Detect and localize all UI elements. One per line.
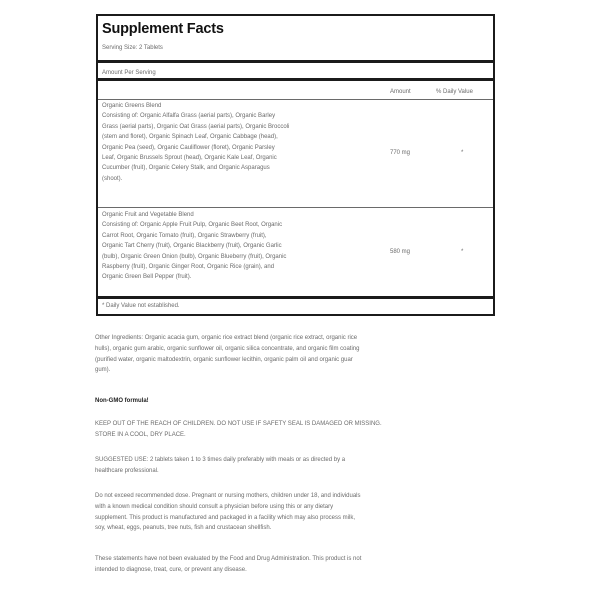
suggested-use-line: SUGGESTED USE: 2 tablets taken 1 to 3 times daily preferably with meals or as directed by a [95, 457, 346, 463]
fruit-veg-amount: 580 mg [390, 249, 411, 255]
caution-line: Do not exceed recommended dose. Pregnant or nursing mothers, children under 18, and individuals [95, 493, 361, 499]
ingredients-line: Other Ingredients: Organic acacia gum, organic rice extract blend (organic rice extract, organic rice [95, 335, 358, 341]
thick-divider [98, 60, 493, 63]
amount-per-serving: Amount Per Serving [102, 70, 156, 76]
fruit-veg-daily-value: * [461, 249, 464, 255]
caution-line: with a known medical condition should consult a physician before using this or any dietary [95, 503, 334, 510]
blend-line: Leaf, Organic Brussels Sprout (head), Organic Kale Leaf, Organic [102, 155, 277, 162]
greens-daily-value: * [461, 150, 464, 156]
warning-text [95, 419, 495, 441]
blend-name: Organic Fruit and Vegetable Blend [102, 212, 194, 218]
blend-line: Raspberry (fruit), Organic Ginger Root, Organic Rice (grain), and [102, 264, 275, 271]
blend-line: (bulb), Organic Green Onion (bulb), Organic Blueberry (fruit), Organic [102, 253, 287, 260]
fruit-veg-blend-text [102, 210, 370, 283]
blend-line: Organic Green Bell Pepper (fruit). [102, 274, 192, 281]
thick-divider [98, 296, 493, 299]
column-amount: Amount [390, 89, 411, 95]
fda-line: intended to diagnose, treat, cure, or prevent any disease. [95, 566, 247, 573]
blend-line: Consisting of: Organic Alfalfa Grass (aerial parts), Organic Barley [102, 113, 276, 120]
supplement-facts-panel [96, 14, 495, 316]
thick-divider [98, 78, 493, 81]
panel-title: Supplement Facts [102, 21, 224, 37]
blend-line: Organic Tart Cherry (fruit), Organic Blackberry (fruit), Organic Garlic [102, 243, 282, 250]
warning-line: STORE IN A COOL, DRY PLACE. [95, 431, 186, 438]
warning-line: KEEP OUT OF THE REACH OF CHILDREN. DO NOT USE IF SAFETY SEAL IS DAMAGED OR MISSING. [95, 421, 382, 427]
column-daily-value: % Daily Value [436, 89, 473, 95]
caution-text [95, 491, 495, 534]
daily-value-footnote: * Daily Value not established. [102, 303, 180, 309]
serving-size: Serving Size: 2 Tablets [102, 45, 163, 51]
ingredients-line: hulls), organic gum arabic, organic sunflower oil, organic silica concentrate, and organic film coating [95, 345, 360, 352]
blend-line: (shoot). [102, 175, 123, 182]
ingredients-line: gum). [95, 367, 111, 374]
blend-line: Consisting of: Organic Apple Fruit Pulp, Organic Beet Root, Organic [102, 222, 283, 229]
greens-blend-text [102, 101, 370, 184]
ingredients-line: (purified water, organic maltodextrin, organic sunflower lecithin, organic palm oil and organic guar [95, 356, 353, 363]
fda-line: These statements have not been evaluated by the Food and Drug Administration. This product is not [95, 556, 362, 562]
row-divider [98, 99, 493, 100]
suggested-use [95, 455, 495, 477]
greens-amount: 770 mg [390, 150, 411, 156]
blend-line: Cucumber (fruit), Organic Celery Stalk, and Organic Asparagus [102, 165, 270, 172]
blend-line: (stem and floret), Organic Spinach Leaf, Organic Cabbage (head), [102, 134, 278, 141]
suggested-use-line: healthcare professional. [95, 467, 159, 474]
row-divider [98, 207, 493, 208]
blend-line: Carrot Root, Organic Tomato (fruit), Organic Strawberry (fruit), [102, 232, 267, 239]
non-gmo-note: Non-GMO formula! [95, 398, 149, 404]
caution-line: soy, wheat, eggs, peanuts, tree nuts, fish and crustacean shellfish. [95, 525, 272, 532]
blend-name: Organic Greens Blend [102, 103, 162, 109]
fda-disclaimer [95, 554, 495, 576]
blend-line: Grass (aerial parts), Organic Oat Grass (aerial parts), Organic Broccoli [102, 123, 290, 130]
caution-line: supplement. This product is manufactured and packaged in a facility which may also process milk, [95, 514, 356, 521]
blend-line: Organic Pea (seed), Organic Cauliflower (floret), Organic Parsley [102, 144, 275, 151]
other-ingredients [95, 333, 495, 376]
